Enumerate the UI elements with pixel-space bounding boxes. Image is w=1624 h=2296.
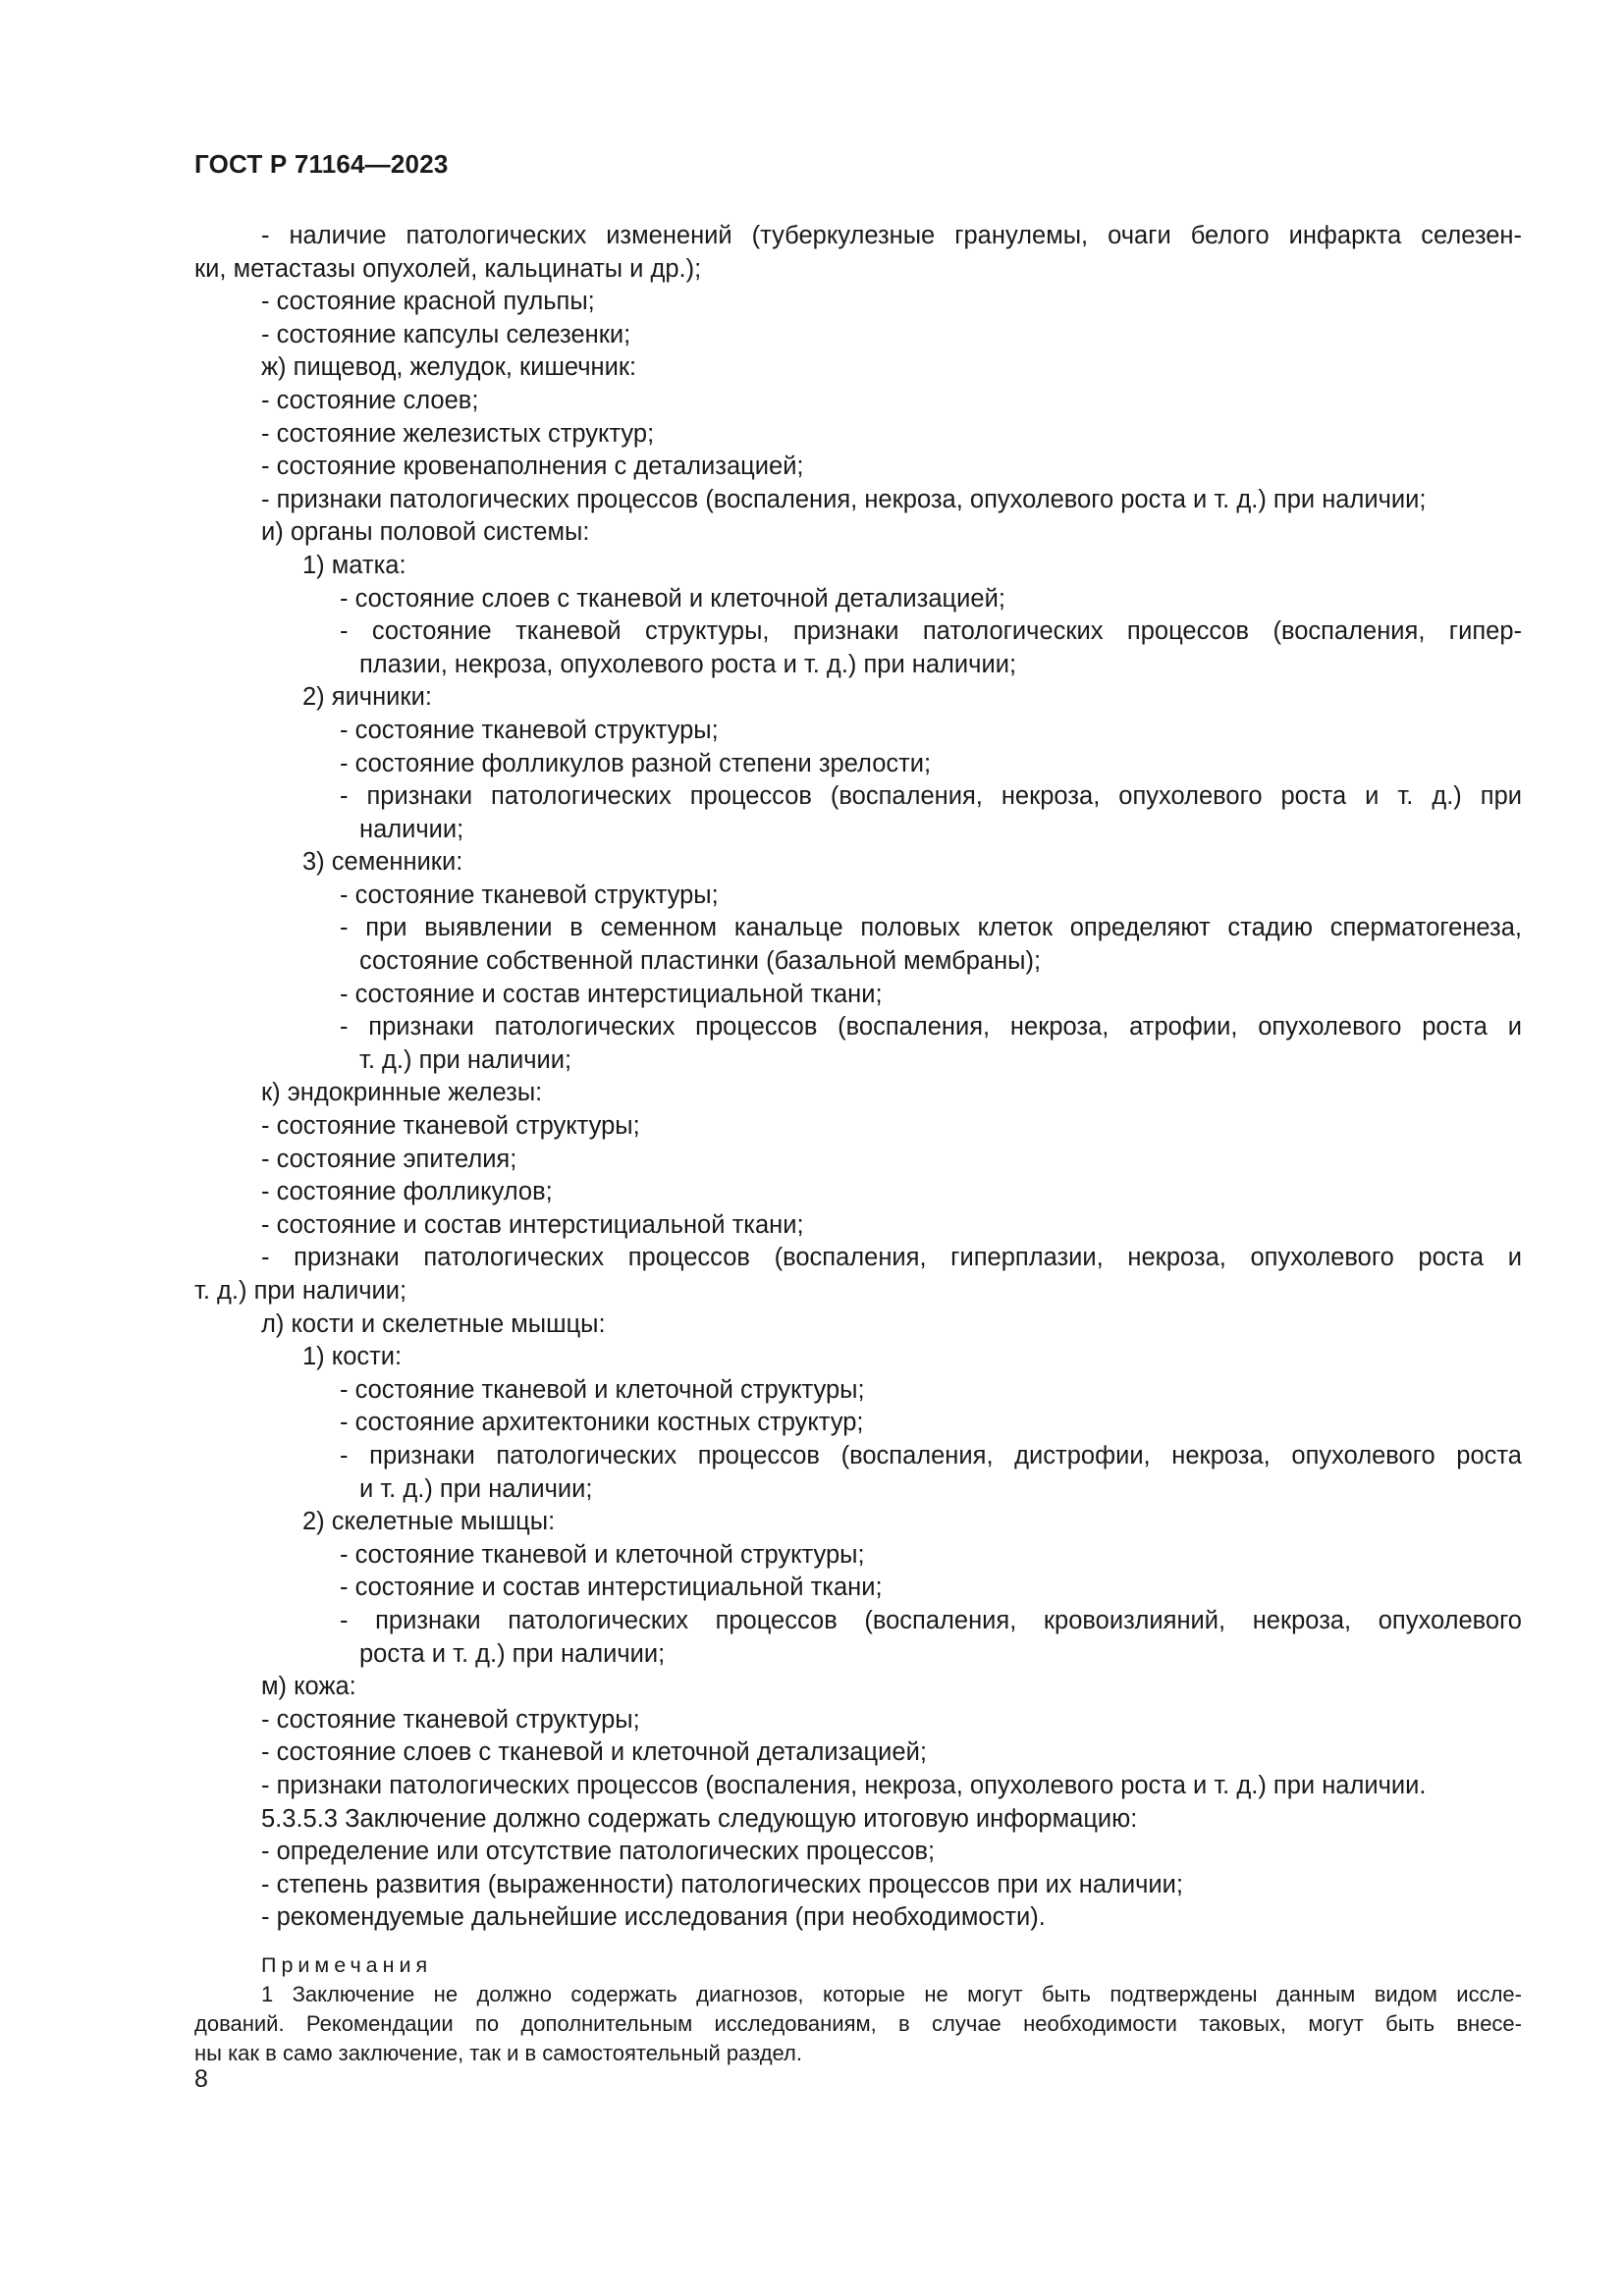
- notes-block: [194, 1980, 1522, 2068]
- sublist-heading: 1) кости:: [302, 1343, 403, 1371]
- body-line: - при выявлении в семенном канальце половых клеток определяют стадию сперматогенеза,: [340, 914, 1522, 942]
- page-number: 8: [194, 2065, 208, 2093]
- sublist-heading: 2) яичники:: [302, 683, 432, 712]
- note-line: 1 Заключение не должно содержать диагнозов, которые не могут быть подтверждены данным видом иссле-: [261, 1981, 1522, 2006]
- body-line: - состояние тканевой и клеточной структуры;: [340, 1375, 865, 1404]
- body-line: - признаки патологических процессов (воспаления, некроза, атрофии, опухолевого роста и: [340, 1013, 1522, 1041]
- body-line: - состояние и состав интерстициальной ткани;: [340, 1574, 883, 1602]
- body-line: - признаки патологических процессов (воспаления, кровоизлияний, некроза, опухолевого: [340, 1606, 1522, 1634]
- document-body: [194, 220, 1522, 2068]
- body-line: плазии, некроза, опухолевого роста и т. д.) при наличии;: [359, 650, 1017, 678]
- body-line: - состояние и состав интерстициальной ткани;: [261, 1210, 804, 1239]
- clause-heading: 5.3.5.3 Заключение должно содержать следующую итоговую информацию:: [261, 1804, 1138, 1833]
- body-line: - признаки патологических процессов (воспаления, некроза, опухолевого роста и т. д.) при: [340, 782, 1522, 811]
- body-line: - состояние эпителия;: [261, 1145, 517, 1173]
- body-line: и т. д.) при наличии;: [359, 1474, 593, 1503]
- body-line: наличии;: [359, 815, 464, 843]
- body-line: - состояние тканевой структуры;: [261, 1112, 640, 1141]
- body-line: - степень развития (выраженности) патологических процессов при их наличии;: [261, 1870, 1183, 1898]
- body-line: - признаки патологических процессов (воспаления, гиперплазии, некроза, опухолевого роста и: [261, 1244, 1522, 1272]
- body-line: - состояние тканевой структуры;: [261, 1705, 640, 1734]
- body-line: - состояние кровенаполнения с детализацией;: [261, 453, 804, 481]
- list-heading: л) кости и скелетные мышцы:: [261, 1309, 606, 1338]
- body-line: - состояние фолликулов;: [261, 1178, 553, 1206]
- body-line: - признаки патологических процессов (воспаления, некроза, опухолевого роста и т. д.) при наличии.: [261, 1771, 1427, 1799]
- body-line: - состояние капсулы селезенки;: [261, 320, 631, 348]
- body-line: роста и т. д.) при наличии;: [359, 1639, 666, 1668]
- list-heading: м) кожа:: [261, 1673, 356, 1701]
- body-line: - состояние фолликулов разной степени зрелости;: [340, 749, 932, 777]
- list-heading: к) эндокринные железы:: [261, 1079, 543, 1107]
- body-line: - состояние слоев;: [261, 386, 479, 414]
- body-line: - состояние и состав интерстициальной ткани;: [340, 980, 883, 1008]
- note-line: дований. Рекомендации по дополнительным исследованиям, в случае необходимости таковых, могут быть внесе-: [194, 2010, 1522, 2036]
- sublist-heading: 3) семенники:: [302, 848, 463, 877]
- body-line: - определение или отсутствие патологических процессов;: [261, 1838, 936, 1866]
- body-line: - состояние тканевой структуры;: [340, 881, 719, 909]
- note-line: ны как в само заключение, так и в самостоятельный раздел.: [194, 2040, 802, 2065]
- notes-heading: Примечания: [261, 1952, 433, 1977]
- body-line: ки, метастазы опухолей, кальцинаты и др.);: [194, 254, 702, 283]
- list-heading: и) органы половой системы:: [261, 518, 590, 547]
- body-line: - признаки патологических процессов (воспаления, некроза, опухолевого роста и т. д.) при наличии;: [261, 485, 1427, 513]
- body-line: - состояние железистых структур;: [261, 419, 655, 448]
- sublist-heading: 2) скелетные мышцы:: [302, 1508, 556, 1536]
- body-line: - состояние тканевой структуры, признаки патологических процессов (воспаления, гипер-: [340, 617, 1522, 646]
- body-line: т. д.) при наличии;: [359, 1045, 572, 1074]
- body-line: - состояние тканевой и клеточной структуры;: [340, 1540, 865, 1569]
- body-line: состояние собственной пластинки (базальной мембраны);: [359, 947, 1042, 976]
- body-line: - состояние архитектоники костных структур;: [340, 1409, 864, 1437]
- body-line: - состояние тканевой структуры;: [340, 716, 719, 744]
- body-line: - состояние слоев с тканевой и клеточной детализацией;: [340, 584, 1005, 613]
- sublist-heading: 1) матка:: [302, 551, 406, 579]
- body-line: - признаки патологических процессов (воспаления, дистрофии, некроза, опухолевого роста: [340, 1441, 1522, 1469]
- body-line: - наличие патологических изменений (туберкулезные гранулемы, очаги белого инфаркта селезен-: [261, 222, 1522, 249]
- document-header-title: ГОСТ Р 71164—2023: [194, 149, 449, 179]
- list-heading: ж) пищевод, желудок, кишечник:: [261, 353, 637, 382]
- body-line: - рекомендуемые дальнейшие исследования (при необходимости).: [261, 1903, 1046, 1932]
- body-line: - состояние красной пульпы;: [261, 288, 595, 316]
- body-line: - состояние слоев с тканевой и клеточной детализацией;: [261, 1738, 927, 1767]
- body-line: т. д.) при наличии;: [194, 1277, 407, 1305]
